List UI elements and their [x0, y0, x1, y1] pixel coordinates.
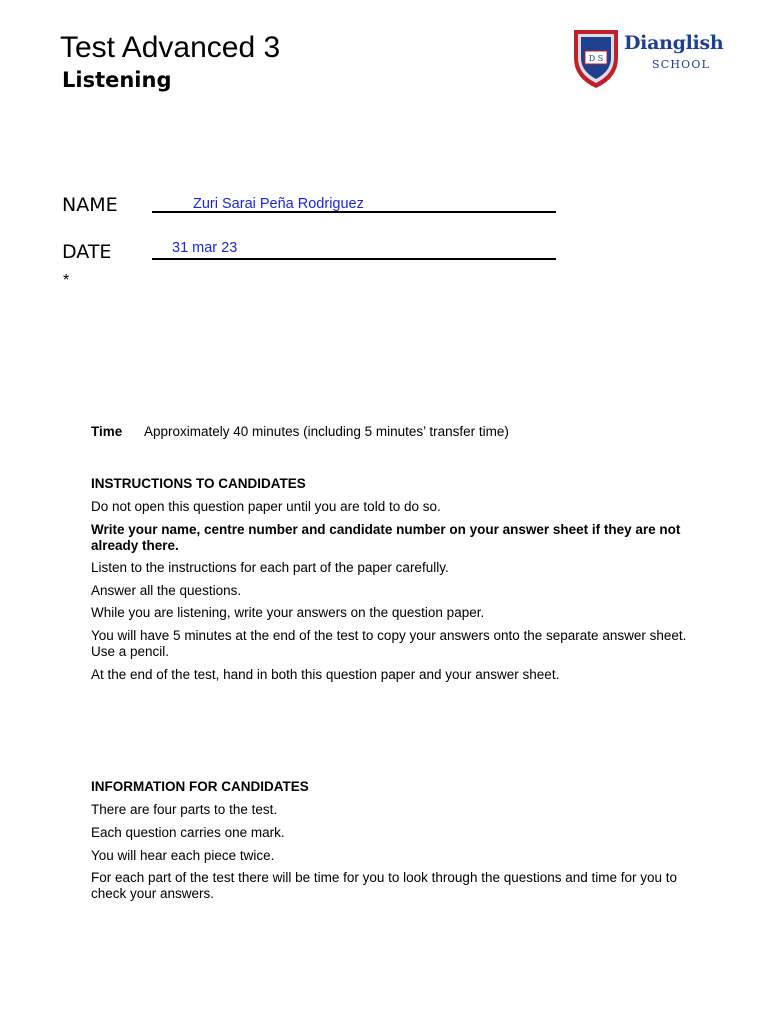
time-label: Time	[91, 424, 123, 439]
instruction-item: Answer all the questions.	[91, 583, 242, 598]
information-item: Each question carries one mark.	[91, 825, 285, 840]
instructions-heading: INSTRUCTIONS TO CANDIDATES	[91, 476, 306, 491]
information-item: For each part of the test there will be time for you to look through the questions and time for you to check your answers.	[91, 870, 678, 901]
name-value[interactable]: Zuri Sarai Peña Rodriguez	[193, 196, 364, 212]
asterisk-mark: *	[63, 272, 70, 289]
information-heading: INFORMATION FOR CANDIDATES	[91, 779, 309, 794]
information-item: You will hear each piece twice.	[91, 848, 275, 863]
date-underline	[152, 258, 556, 260]
logo-name: Dianglish	[624, 32, 724, 54]
instruction-item: While you are listening, write your answers on the question paper.	[91, 605, 485, 620]
instruction-item: Listen to the instructions for each part of the paper carefully.	[91, 560, 449, 575]
logo-badge-text: D S	[588, 54, 604, 63]
instruction-item: At the end of the test, hand in both this question paper and your answer sheet.	[91, 667, 560, 682]
name-underline	[152, 211, 556, 213]
page-title: Test Advanced 3	[60, 31, 281, 64]
logo-tagline: SCHOOL	[652, 58, 711, 71]
instruction-item: You will have 5 minutes at the end of the test to copy your answers onto the separate answer sheet. Use a pencil.	[91, 628, 687, 659]
instruction-item: Write your name, centre number and candidate number on your answer sheet if they are not already there.	[91, 522, 681, 553]
page-subtitle: Listening	[62, 68, 172, 92]
name-label: NAME	[62, 194, 118, 216]
shield-icon	[568, 24, 624, 90]
information-item: There are four parts to the test.	[91, 802, 278, 817]
date-label: DATE	[62, 241, 112, 263]
time-value: Approximately 40 minutes (including 5 minutes’ transfer time)	[144, 424, 509, 439]
school-logo	[566, 22, 734, 94]
date-value[interactable]: 31 mar 23	[172, 240, 238, 256]
instruction-item: Do not open this question paper until you are told to do so.	[91, 499, 441, 514]
